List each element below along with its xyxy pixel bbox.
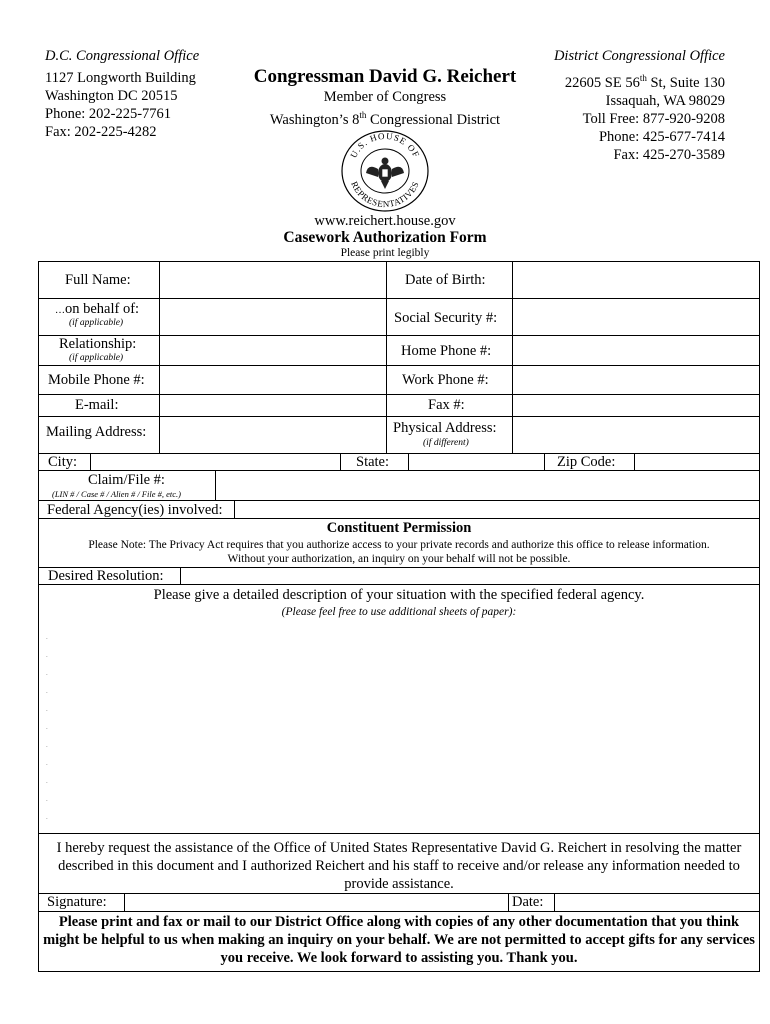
congressional-district: Washington’s 8th Congressional District [269,110,501,128]
dc-fax: Fax: 202-225-4282 [45,124,157,140]
email-field[interactable] [160,395,386,416]
dc-address-line2: Washington DC 20515 [45,88,178,104]
physical-address-field[interactable] [513,417,759,453]
relationship-field[interactable] [160,336,386,365]
congressman-name: Congressman David G. Reichert [253,66,517,87]
signature-field[interactable] [125,894,508,911]
date-field[interactable] [555,894,759,911]
full-name-field[interactable] [160,262,386,298]
desired-resolution-field[interactable] [181,568,759,584]
claim-label: Claim/File #: [88,472,165,488]
svg-text:U.S. HOUSE OF: U.S. HOUSE OF [348,130,422,160]
district-phone: Phone: 425-677-7414 [598,128,725,145]
email-label: E-mail: [75,397,119,413]
svg-text:REPRESENTATIVES: REPRESENTATIVES [349,179,421,210]
dob-label: Date of Birth: [405,272,486,288]
privacy-note: Please Note: The Privacy Act requires that you authorize access to your private records and authorize this office to release information. Without your authorization, an inquiry on your behalf will not be possible. [88,539,710,565]
date-label: Date: [512,894,544,910]
mailing-address-label: Mailing Address: [46,424,147,440]
agency-field[interactable] [235,501,759,518]
form-title: Casework Authorization Form [283,229,487,246]
claim-field[interactable] [216,471,759,500]
district-office-block [554,47,725,164]
physical-address-note: (if different) [423,438,469,448]
work-phone-label: Work Phone #: [402,372,489,388]
mobile-phone-label: Mobile Phone #: [48,372,145,388]
city-field[interactable] [91,454,340,470]
permission-title: Constituent Permission [326,520,472,536]
relationship-label: Relationship: [59,336,137,352]
print-note: Please print legibly [340,247,430,259]
zip-label: Zip Code: [557,454,616,470]
describe-note: (Please feel free to use additional sheets of paper): [281,606,517,618]
authorization-statement: I hereby request the assistance of the Office of United States Representative David G. Reichert in resolving the matter described in this document and I authorized Reichert and his staff to receive and/or release any information needed to provide assistance. [56,840,742,892]
dc-office-block [45,47,199,141]
relationship-note: (if applicable) [69,353,124,363]
mobile-phone-field[interactable] [160,366,386,394]
house-seal-logo [340,129,430,213]
agency-label: Federal Agency(ies) involved: [47,502,223,518]
signature-label: Signature: [47,894,107,910]
home-phone-label: Home Phone #: [401,343,492,359]
describe-label: Please give a detailed description of your situation with the specified federal agency. [153,587,645,603]
zip-field[interactable] [635,454,759,470]
behalf-field[interactable] [160,299,386,335]
behalf-note: (if applicable) [69,318,124,328]
full-name-label: Full Name: [65,272,131,288]
behalf-label: …on behalf of: [55,301,140,317]
desired-resolution-label: Desired Resolution: [48,568,164,584]
city-label: City: [48,454,78,470]
state-field[interactable] [409,454,544,470]
work-phone-field[interactable] [513,366,759,394]
fax-label: Fax #: [428,397,465,413]
ssn-field[interactable] [513,299,759,335]
physical-address-label: Physical Address: [393,420,497,436]
congressman-role: Member of Congress [323,89,447,105]
district-fax: Fax: 425-270-3589 [613,146,725,163]
district-tollfree: Toll Free: 877-920-9208 [582,110,725,127]
claim-note: (LIN # / Case # / Alien # / File #, etc.) [52,489,181,499]
casework-form [38,261,760,972]
district-address-line1: 22605 SE 56th St, Suite 130 [564,73,725,91]
dc-office-title: D.C. Congressional Office [45,48,200,64]
dc-phone: Phone: 202-225-7761 [45,106,172,122]
home-phone-field[interactable] [513,336,759,365]
congressman-block [235,66,535,129]
ssn-label: Social Security #: [394,310,498,326]
closing-statement: Please print and fax or mail to our District Office along with copies of any other documentation that you think might be helpful to us when making an inquiry on your behalf. We are not permitted to accept gifts for any services you receive. We look forward to assisting you. Thank you. [43,914,755,966]
website: www.reichert.house.gov [314,213,456,229]
state-label: State: [356,454,390,470]
mailing-address-field[interactable] [160,417,386,453]
district-address-line2: Issaquah, WA 98029 [605,92,725,109]
dc-address-line1: 1127 Longworth Building [45,70,196,86]
district-office-title: District Congressional Office [553,48,725,64]
description-textarea[interactable]: . . . . . . . . . . . [46,633,48,821]
dob-field[interactable] [513,262,759,298]
fax-field[interactable] [513,395,759,416]
